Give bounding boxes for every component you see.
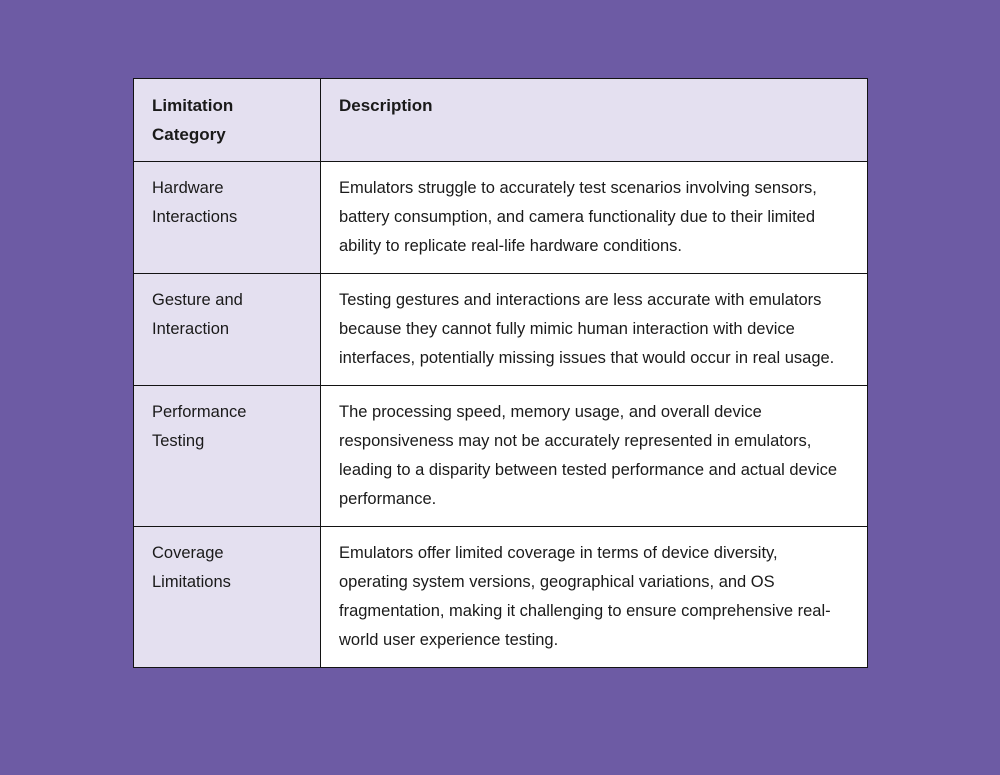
description-cell-hardware-interactions: Emulators struggle to accurately test scenarios involving sensors, battery consumption, and camera functionality due to their limited ability to replicate real-life hardware conditions. [321, 162, 868, 274]
table-row [134, 386, 868, 527]
table-row [134, 527, 868, 668]
description-cell-gesture-and-interaction: Testing gestures and interactions are less accurate with emulators because they cannot fully mimic human interaction with device interfaces, potentially missing issues that would occur in real usage. [321, 274, 868, 386]
table-row [134, 162, 868, 274]
column-header-description: Description [321, 79, 868, 162]
limitations-table [133, 78, 868, 668]
table-header-row [134, 79, 868, 162]
category-cell-hardware-interactions: Hardware Interactions [134, 162, 321, 274]
category-cell-gesture-and-interaction: Gesture and Interaction [134, 274, 321, 386]
table-row [134, 274, 868, 386]
description-cell-coverage-limitations: Emulators offer limited coverage in terms of device diversity, operating system versions, geographical variations, and OS fragmentation, making it challenging to ensure comprehensive real-world user experience testing. [321, 527, 868, 668]
category-cell-performance-testing: Performance Testing [134, 386, 321, 527]
column-header-limitation-category: Limitation Category [134, 79, 321, 162]
category-cell-coverage-limitations: Coverage Limitations [134, 527, 321, 668]
description-cell-performance-testing: The processing speed, memory usage, and overall device responsiveness may not be accurately represented in emulators, leading to a disparity between tested performance and actual device performance. [321, 386, 868, 527]
